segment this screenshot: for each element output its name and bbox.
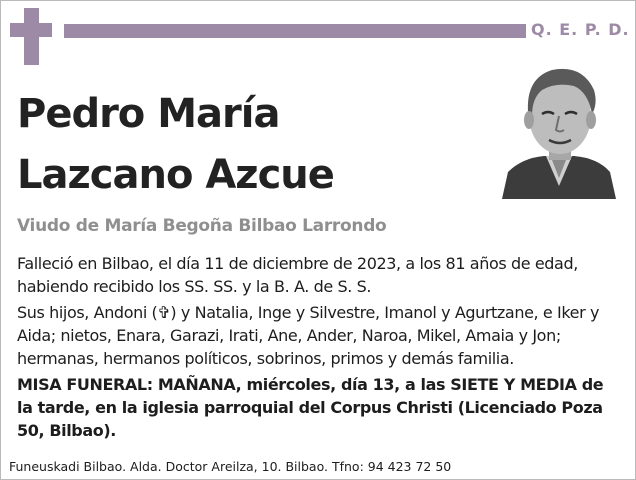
- qepd-label: Q. E. P. D.: [531, 20, 630, 39]
- deceased-name-line2: Lazcano Azcue: [17, 152, 334, 198]
- obituary-body: [17, 252, 617, 445]
- widower-subtitle: Viudo de María Begoña Bilbao Larrondo: [17, 216, 387, 236]
- family-paragraph: Sus hijos, Andoni (✞) y Natalia, Inge y Silvestre, Imanol y Agurtzane, e Iker y Aida; nietos, Enara, Garazi, Irati, Ane, Ander, Naroa, Mikel, Amaia y Jon; hermanas, hermanos políticos, sobrinos, primos y demás familia.: [17, 303, 600, 368]
- funeral-mass-paragraph: MISA FUNERAL: MAÑANA, miércoles, día 13, a las SIETE Y MEDIA de la tarde, en la iglesia parroquial del Corpus Christi (Licenciado Poza 50, Bilbao).: [17, 375, 604, 440]
- death-notice-paragraph: Falleció en Bilbao, el día 11 de diciembre de 2023, a los 81 años de edad, habiendo recibido los SS. SS. y la B. A. de S. S.: [17, 254, 578, 296]
- cross-icon-bar: [10, 23, 52, 37]
- deceased-name: [17, 84, 334, 206]
- header-rule: [64, 24, 526, 38]
- funeral-home-footer: Funeuskadi Bilbao. Alda. Doctor Areilza, 10. Bilbao. Tfno: 94 423 72 50: [9, 459, 452, 474]
- portrait-photo: [502, 60, 616, 199]
- deceased-name-line1: Pedro María: [17, 91, 280, 137]
